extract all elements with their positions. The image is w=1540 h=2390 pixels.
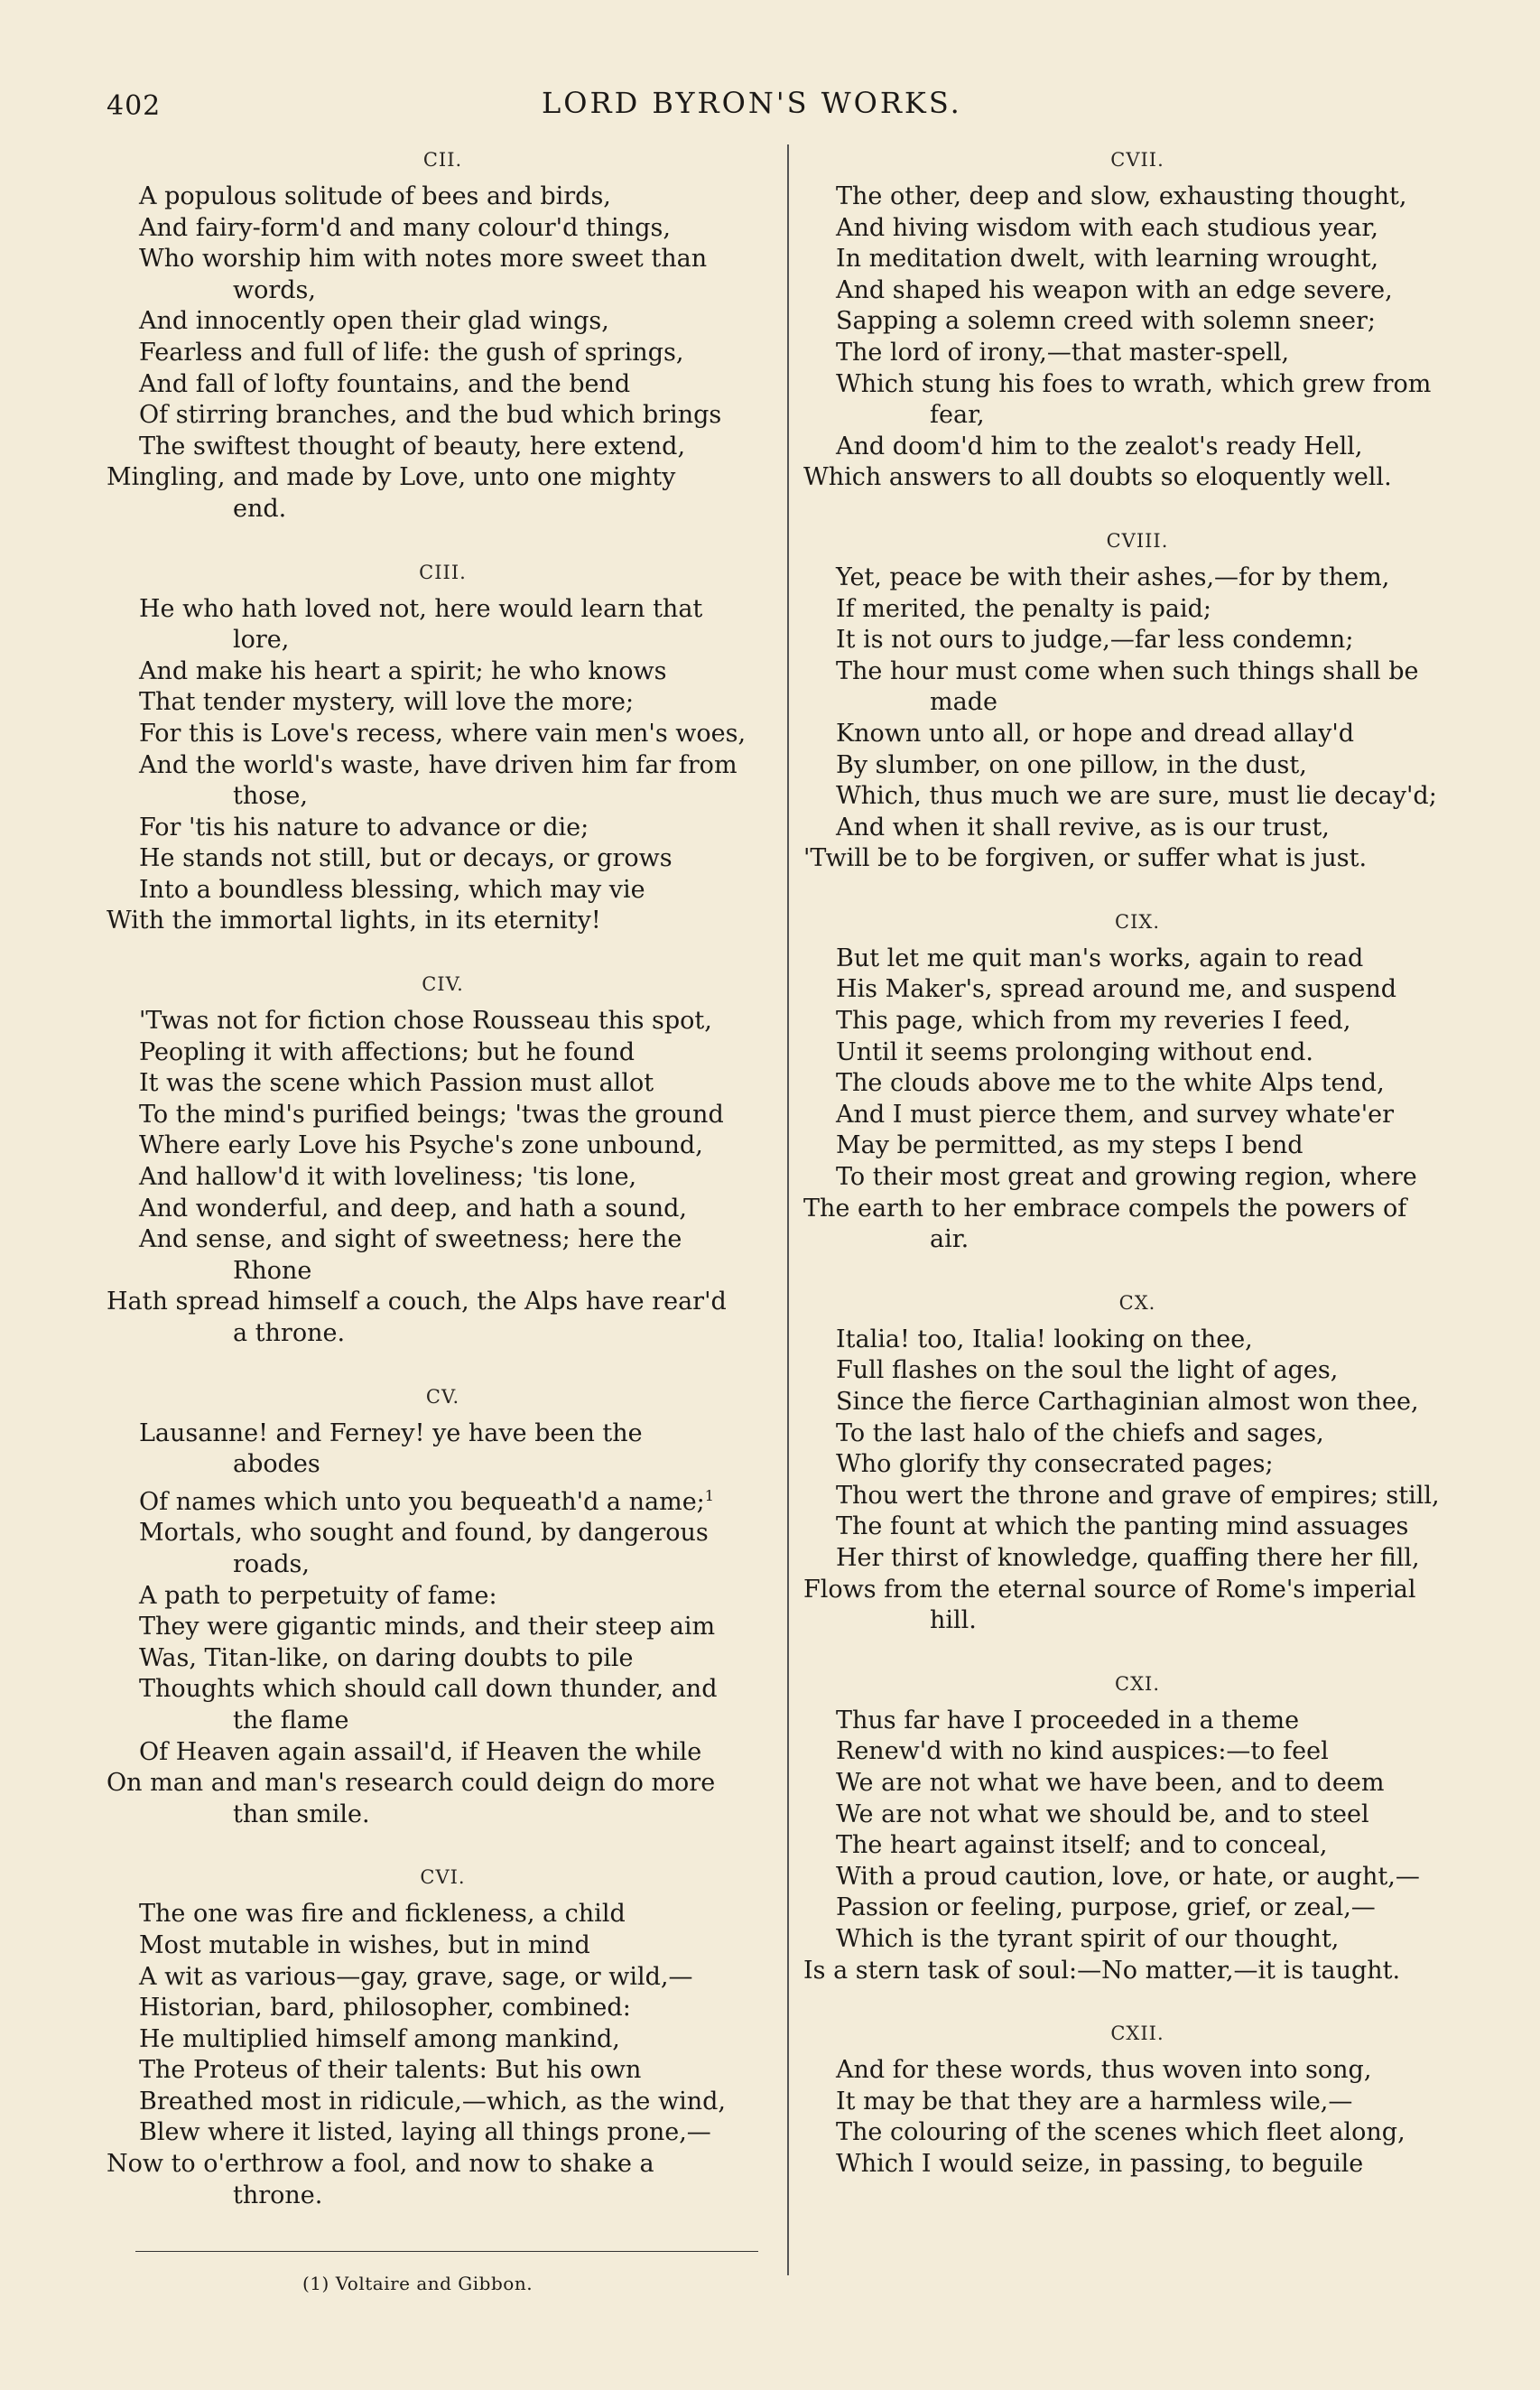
verse-line (803, 1736, 1471, 1768)
verse-line (107, 1287, 779, 1318)
verse-line-text: And fall of lofty fountains, and the bend (139, 369, 631, 398)
verse-line-text: And sense, and sight of sweetness; here the (139, 1225, 682, 1254)
verse-line (803, 244, 1471, 275)
verse-line (107, 1418, 779, 1450)
verse-line (107, 1318, 779, 1350)
verse-line-text: The one was fire and fickleness, a child (139, 1900, 626, 1929)
verse-line-text: And hiving wisdom with each studious year, (836, 213, 1378, 242)
stanza (107, 1866, 779, 2211)
verse-line (803, 563, 1471, 594)
verse-line (107, 1581, 779, 1613)
verse-line (107, 1612, 779, 1643)
verse-line (107, 813, 779, 844)
verse-line (107, 1706, 779, 1737)
verse-line-text: For 'tis his nature to advance or die; (139, 813, 589, 842)
verse-line (107, 781, 779, 813)
verse-line (107, 1068, 779, 1100)
verse-line (803, 2117, 1471, 2149)
verse-line-text: Which answers to all doubts so eloquently well. (803, 463, 1392, 492)
verse-line (107, 625, 779, 656)
verse-line-text: Which I would seize, in passing, to beguile (836, 2149, 1364, 2178)
verse-line-text: Until it seems prolonging without end. (836, 1037, 1313, 1066)
verse-line-text: He who hath loved not, here would learn that (139, 594, 703, 623)
verse-line-text: The fount at which the panting mind assuages (836, 1512, 1409, 1541)
verse-line-text: And shaped his weapon with an edge severe, (836, 275, 1393, 304)
verse-line (107, 275, 779, 307)
verse-line (803, 1862, 1471, 1893)
verse-line-text: Into a boundless blessing, which may vie (139, 875, 645, 904)
verse-line (803, 944, 1471, 975)
stanza (803, 1673, 1471, 1986)
verse-line (107, 1256, 779, 1288)
verse-line-text: throne. (233, 2181, 323, 2209)
verse-line-text: lore, (233, 626, 290, 655)
verse-line (107, 1449, 779, 1481)
verse-line (107, 719, 779, 750)
verse-line (803, 656, 1471, 688)
stanza-numeral: CX. (1118, 1291, 1156, 1314)
verse-line (107, 1643, 779, 1675)
verse-line-text: Mortals, who sought and found, by dangerous (139, 1519, 709, 1548)
verse-line (107, 1799, 779, 1831)
verse-line-text: fear, (930, 401, 985, 430)
verse-line (107, 843, 779, 875)
verse-line (107, 750, 779, 782)
verse-line-text: Renew'd with no kind auspices:—to feel (836, 1737, 1329, 1766)
verse-line-text: May be permitted, as my steps I bend (836, 1131, 1303, 1160)
left-column (107, 149, 779, 2247)
verse-line-text: It is not ours to judge,—far less condemn; (836, 626, 1354, 655)
verse-line (803, 1387, 1471, 1418)
verse-line-text: Her thirst of knowledge, quaffing there her fill, (836, 1543, 1420, 1572)
stanza (107, 562, 779, 938)
verse-line-text: And make his heart a spirit; he who knows (139, 656, 667, 685)
verse-line (803, 1575, 1471, 1606)
stanza (803, 2023, 1471, 2180)
verse-line-text: A path to perpetuity of fame: (139, 1581, 497, 1610)
verse-line (107, 1100, 779, 1131)
verse-line-text: He multiplied himself among mankind, (139, 2024, 620, 2053)
verse-line (107, 2149, 779, 2181)
verse-line (803, 1325, 1471, 1356)
verse-line (803, 974, 1471, 1006)
verse-line-text: The other, deep and slow, exhausting thought, (836, 182, 1407, 210)
verse-line-text: And innocently open their glad wings, (139, 307, 609, 336)
verse-line-text: The earth to her embrace compels the powers of (803, 1194, 1407, 1223)
verse-line (107, 244, 779, 275)
verse-line-text: than smile. (233, 1799, 370, 1828)
verse-line (803, 1449, 1471, 1481)
verse-line (803, 369, 1471, 401)
verse-line (803, 306, 1471, 338)
verse-line-text: abodes (233, 1450, 320, 1479)
verse-line (107, 1037, 779, 1069)
verse-line-text: Where early Love his Psyche's zone unbound, (139, 1131, 703, 1160)
verse-line-text: The Proteus of their talents: But his own (139, 2056, 642, 2085)
stanza (803, 911, 1471, 1256)
verse-line-text: Passion or feeling, purpose, grief, or zeal,— (836, 1893, 1376, 1922)
stanza-numeral: CV. (425, 1385, 460, 1408)
verse-line-text: Which is the tyrant spirit of our thought, (836, 1924, 1340, 1953)
verse-line (803, 1194, 1471, 1225)
verse-line (803, 1706, 1471, 1737)
verse-line (107, 875, 779, 907)
verse-line-text: It was the scene which Passion must allot (139, 1069, 654, 1098)
verse-line (107, 1737, 779, 1769)
verse-line (803, 594, 1471, 626)
verse-line-text: Since the fierce Carthaginian almost won thee, (836, 1388, 1419, 1416)
stanza-numeral: CIV. (422, 973, 464, 996)
verse-line (803, 625, 1471, 656)
verse-line (803, 719, 1471, 750)
verse-line (803, 1768, 1471, 1799)
verse-line-text: To their most great and growing region, where (836, 1163, 1417, 1192)
verse-line (803, 1543, 1471, 1575)
verse-line-text: Italia! too, Italia! looking on thee, (836, 1325, 1253, 1353)
verse-line (803, 750, 1471, 782)
verse-line-text: Historian, bard, philosopher, combined: (139, 1994, 631, 2023)
verse-line-text: a throne. (233, 1319, 346, 1347)
verse-line-text: end. (233, 494, 287, 523)
verse-line-text: Sapping a solemn creed with solemn sneer; (836, 307, 1376, 336)
verse-line-text: A populous solitude of bees and birds, (139, 182, 611, 210)
verse-line-text: Thoughts which should call down thunder, and (139, 1675, 718, 1704)
verse-line (107, 1930, 779, 1962)
verse-line-text: Who worship him with notes more sweet than (139, 245, 708, 274)
verse-line (107, 656, 779, 688)
verse-line (107, 400, 779, 432)
stanza-numeral: CVIII. (1106, 529, 1169, 552)
verse-line-text: They were gigantic minds, and their steep aim (139, 1613, 716, 1641)
verse-line (107, 369, 779, 401)
verse-line-text: It may be that they are a harmless wile,— (836, 2087, 1353, 2116)
verse-line-text: Rhone (233, 1256, 312, 1285)
verse-line-text: The swiftest thought of beauty, here extend, (139, 432, 686, 460)
verse-line (803, 400, 1471, 432)
verse-line (107, 1162, 779, 1194)
verse-line-text: Of Heaven again assail'd, if Heaven the while (139, 1737, 702, 1766)
verse-line (803, 1956, 1471, 1987)
verse-line (107, 1962, 779, 1994)
verse-line (803, 2055, 1471, 2087)
stanza (107, 973, 779, 1350)
verse-line-text: And when it shall revive, as is our trust, (836, 813, 1330, 842)
verse-line (107, 1768, 779, 1799)
verse-line (107, 432, 779, 463)
verse-line (107, 306, 779, 338)
verse-line-text: made (930, 688, 997, 717)
verse-line-text: Hath spread himself a couch, the Alps have rear'd (107, 1288, 727, 1316)
verse-line-text: Was, Titan-like, on daring doubts to pile (139, 1643, 634, 1672)
verse-line (107, 1518, 779, 1549)
verse-line-text: But let me quit man's works, again to read (836, 944, 1364, 972)
stanza-numeral: CXII. (1110, 2023, 1164, 2045)
right-column (803, 149, 1471, 2216)
verse-line-text: 'Twas not for fiction chose Rousseau this spot, (139, 1007, 712, 1036)
verse-line (107, 1993, 779, 2024)
verse-line-text: Who glorify thy consecrated pages; (836, 1450, 1274, 1479)
stanza (803, 149, 1471, 494)
verse-line (107, 687, 779, 719)
verse-line-text: The hour must come when such things shall be (836, 656, 1419, 685)
verse-line (107, 338, 779, 369)
verse-line (107, 2055, 779, 2087)
verse-line (107, 213, 779, 245)
verse-line-text: To the mind's purified beings; 'twas the ground (139, 1100, 724, 1129)
verse-line (803, 213, 1471, 245)
verse-line-text: We are not what we have been, and to deem (836, 1768, 1385, 1797)
verse-line (107, 594, 779, 626)
verse-line-text: those, (233, 782, 308, 811)
verse-line-text: If merited, the penalty is paid; (836, 594, 1211, 623)
verse-line-text: And hallow'd it with loveliness; 'tis lone, (139, 1163, 637, 1192)
verse-line-text: The lord of irony,—that master-spell, (836, 338, 1290, 367)
verse-line-text: The heart against itself; and to conceal, (836, 1831, 1328, 1860)
verse-line (803, 1355, 1471, 1387)
verse-line-text: Blew where it listed, laying all things prone,— (139, 2118, 711, 2147)
verse-line (803, 432, 1471, 463)
verse-line-text: On man and man's research could deign do more (107, 1769, 716, 1798)
verse-line-text: Which, thus much we are sure, must lie decay'd; (836, 782, 1437, 811)
verse-line-text: Now to o'erthrow a fool, and now to shake a (107, 2150, 654, 2179)
verse-line (803, 1511, 1471, 1543)
stanza (107, 149, 779, 525)
verse-line-text: the flame (233, 1706, 349, 1734)
verse-line (107, 2087, 779, 2118)
verse-line (803, 1006, 1471, 1037)
verse-line (803, 2087, 1471, 2118)
verse-line (803, 1892, 1471, 1924)
stanza-numeral: CXI. (1115, 1672, 1160, 1695)
verse-line-text: The clouds above me to the white Alps tend, (836, 1069, 1385, 1098)
verse-line-text: The colouring of the scenes which fleet along, (836, 2118, 1405, 2147)
verse-line-text: And for these words, thus woven into song, (836, 2056, 1372, 2085)
running-title: LORD BYRON'S WORKS. (542, 86, 962, 120)
column-divider (787, 144, 789, 2275)
verse-line (107, 2181, 779, 2212)
verse-line-text: This page, which from my reveries I feed, (836, 1007, 1351, 1036)
verse-line-text: With the immortal lights, in its eternity! (107, 907, 601, 935)
verse-line (107, 181, 779, 213)
verse-line-text: Most mutable in wishes, but in mind (139, 1930, 590, 1959)
footnote-marker: 1 (704, 1486, 714, 1504)
verse-line-text: roads, (233, 1549, 310, 1578)
verse-line-text: We are not what we should be, and to steel (836, 1799, 1369, 1828)
verse-line (803, 843, 1471, 875)
page-number: 402 (107, 90, 162, 122)
verse-line (107, 906, 779, 937)
stanza-numeral: CIII. (419, 561, 467, 583)
stanza (107, 1386, 779, 1831)
verse-line-text: 'Twill be to be forgiven, or suffer what is just. (803, 844, 1368, 873)
verse-line-text: His Maker's, spread around me, and suspend (836, 975, 1397, 1004)
verse-line (803, 1037, 1471, 1069)
verse-line-text: And doom'd him to the zealot's ready Hell, (836, 432, 1363, 460)
verse-line (803, 1481, 1471, 1512)
verse-line (803, 275, 1471, 307)
verse-line-text: Mingling, and made by Love, unto one mighty (107, 463, 676, 492)
verse-line-text: And the world's waste, have driven him far from (139, 750, 738, 779)
verse-line-text: Flows from the eternal source of Rome's imperial (803, 1575, 1416, 1604)
verse-line-text: Is a stern task of soul:—No matter,—it is taught. (803, 1956, 1401, 1985)
stanza-numeral: CIX. (1115, 910, 1160, 933)
verse-line-text: And I must pierce them, and survey whate'er (836, 1100, 1395, 1129)
verse-line (107, 1006, 779, 1037)
verse-line (803, 338, 1471, 369)
verse-line-text: With a proud caution, love, or hate, or aught,— (836, 1862, 1420, 1891)
verse-line-text: Yet, peace be with their ashes,—for by them, (836, 563, 1390, 591)
verse-line-text: That tender mystery, will love the more; (139, 688, 635, 717)
verse-line (803, 1224, 1471, 1256)
verse-line-text: Thou wert the throne and grave of empires; still, (836, 1481, 1440, 1510)
verse-line (803, 1830, 1471, 1862)
verse-line-text: A wit as various—gay, grave, sage, or wild,— (139, 1962, 693, 1991)
verse-line (107, 1481, 779, 1519)
verse-line (803, 1799, 1471, 1831)
verse-line-text: Full flashes on the soul the light of ages, (836, 1356, 1339, 1385)
verse-line-text: Known unto all, or hope and dread allay'd (836, 719, 1355, 748)
verse-line-text: Of stirring branches, and the bud which brings (139, 401, 722, 430)
verse-line (107, 462, 779, 494)
verse-line (803, 2149, 1471, 2181)
verse-line (107, 2024, 779, 2056)
verse-line-text: air. (930, 1225, 969, 1254)
verse-line (107, 1224, 779, 1256)
verse-line (803, 813, 1471, 844)
verse-line (803, 1130, 1471, 1162)
verse-line (803, 1924, 1471, 1956)
verse-line (107, 1674, 779, 1706)
verse-line (803, 1605, 1471, 1637)
stanza-numeral: CVII. (1110, 149, 1164, 171)
verse-line (107, 2117, 779, 2149)
stanza-numeral: CII. (422, 149, 463, 171)
verse-line-text: To the last halo of the chiefs and sages, (836, 1418, 1324, 1447)
verse-line (107, 494, 779, 525)
verse-line-text: hill. (930, 1606, 977, 1635)
verse-line (803, 1100, 1471, 1131)
verse-line (803, 462, 1471, 494)
verse-line-text: Of names which unto you bequeath'd a name; (139, 1487, 705, 1516)
verse-line (107, 1130, 779, 1162)
verse-line (803, 687, 1471, 719)
verse-line-text: For this is Love's recess, where vain men's woes, (139, 719, 747, 748)
verse-line-text: Thus far have I proceeded in a theme (836, 1706, 1300, 1734)
verse-line-text: By slumber, on one pillow, in the dust, (836, 750, 1307, 779)
footnote: (1) Voltaire and Gibbon. (302, 2273, 533, 2294)
verse-line (107, 1549, 779, 1581)
verse-line-text: Which stung his foes to wrath, which grew from (836, 369, 1432, 398)
verse-line-text: And fairy-form'd and many colour'd things, (139, 213, 671, 242)
verse-line-text: Lausanne! and Ferney! ye have been the (139, 1418, 643, 1447)
verse-line-text: In meditation dwelt, with learning wrought, (836, 245, 1379, 274)
verse-line (803, 1162, 1471, 1194)
verse-line (803, 781, 1471, 813)
verse-line (803, 1068, 1471, 1100)
stanza (803, 1292, 1471, 1637)
stanza (803, 530, 1471, 875)
verse-line-text: Peopling it with affections; but he found (139, 1037, 635, 1066)
footnote-rule (135, 2251, 758, 2252)
verse-line (107, 1899, 779, 1930)
verse-line (803, 1418, 1471, 1450)
verse-line-text: Fearless and full of life: the gush of springs, (139, 338, 684, 367)
verse-line (107, 1194, 779, 1225)
stanza-numeral: CVI. (420, 1866, 466, 1889)
verse-line (803, 181, 1471, 213)
verse-line-text: words, (233, 275, 316, 304)
verse-line-text: Breathed most in ridicule,—which, as the wind, (139, 2087, 726, 2116)
verse-line-text: And wonderful, and deep, and hath a sound, (139, 1194, 687, 1223)
verse-line-text: He stands not still, but or decays, or grows (139, 844, 673, 873)
